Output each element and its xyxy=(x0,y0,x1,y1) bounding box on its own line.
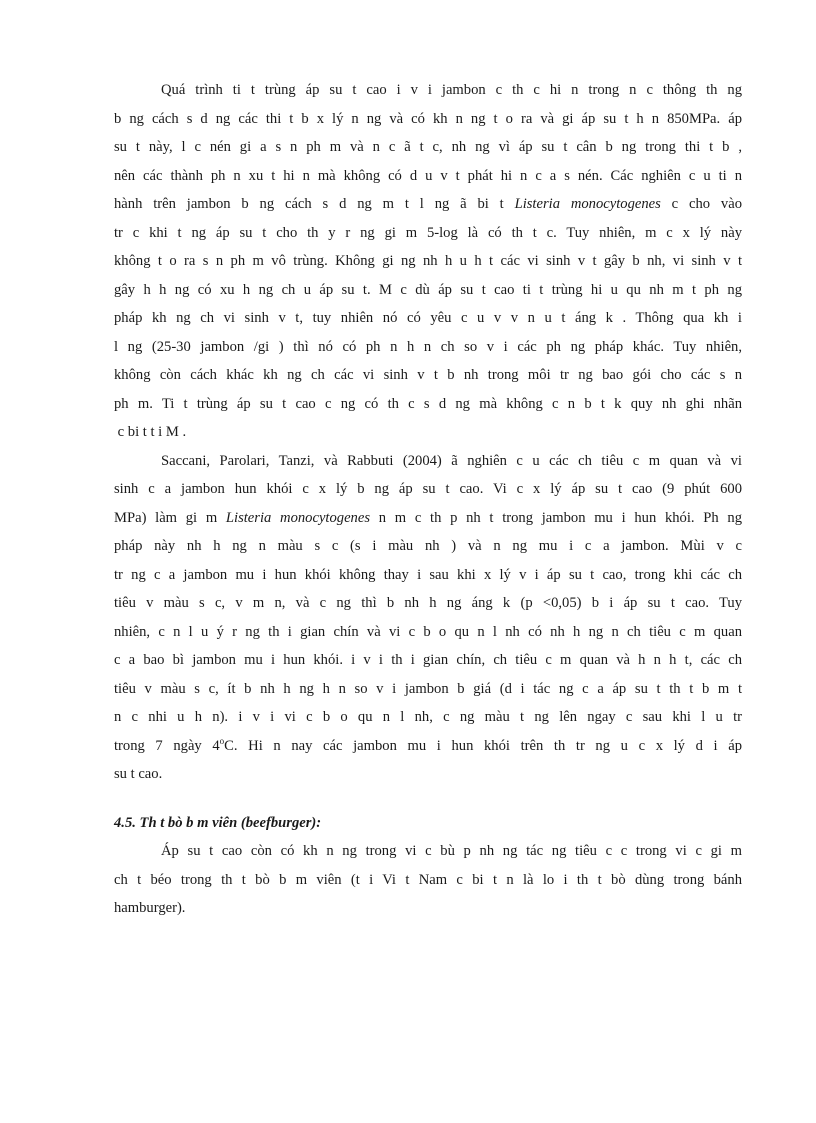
text-line: n c nhi u h n). i v i vi c b o qu n l nh, c ng màu t ng lên ngay c sau khi l u tr xyxy=(114,709,742,725)
paragraph-beefburger xyxy=(114,837,742,923)
text-span: n m c th p nh t trong jambon mu i hun khói. Ph ng xyxy=(370,509,742,526)
text-line: c bi t t i M . xyxy=(114,424,187,440)
text-line xyxy=(114,190,742,219)
text-line: pháp kh ng ch vi sinh v t, tuy nhiên nó có yêu c u v v n u t áng k . Thông qua kh i xyxy=(114,310,742,326)
text-span: c cho vào xyxy=(660,196,742,212)
text-line: Quá trình ti t trùng áp su t cao i v i jambon c th c hi n trong n c thông th ng xyxy=(161,82,742,98)
text-line: su t này, l c nén gi a s n ph m và n c ã t c, nh ng vì áp su t cân b ng trong thi t b , xyxy=(114,139,742,155)
text-line xyxy=(114,732,742,761)
degree-superscript: o xyxy=(219,735,225,746)
text-line: hamburger). xyxy=(114,900,186,916)
species-name: Listeria monocytogenes xyxy=(225,509,371,526)
text-line: không t o ra s n ph m vô trùng. Không gi ng nh h u h t các vi sinh v t gây b nh, vi sinh v t xyxy=(114,253,742,269)
text-line: ph m. Ti t trùng áp su t cao c ng có th c s d ng mà không c n b t k quy nh ghi nhãn xyxy=(114,395,742,412)
text-line: Saccani, Parolari, Tanzi, và Rabbuti (2004) ã nghiên c u các ch tiêu c m quan và vi xyxy=(161,452,742,469)
text-span: trong 7 ngày 4 xyxy=(114,737,220,754)
text-line: b ng cách s d ng các thi t b x lý n ng và có kh n ng t o ra và gi áp su t h n 850MPa. áp xyxy=(114,110,742,127)
paragraph-saccani-study xyxy=(114,447,742,789)
text-span: hành trên jambon b ng cách s d ng m t l ng ã bi t xyxy=(114,196,515,212)
text-line: l ng (25-30 jambon /gi ) thì nó có ph n h n ch so v i các ph ng pháp khác. Tuy nhiên, xyxy=(114,338,742,355)
text-line: nên các thành ph n xu t hi n mà không có d u v t phát hi n c a s nén. Các nghiên c u ti n xyxy=(114,167,742,184)
text-line: tiêu v màu s c, ít b nh h ng h n so v i jambon b giá (d i tác ng c a áp su t th t b m t xyxy=(114,680,742,697)
text-line: c a bao bì jambon mu i hun khói. i v i th i gian chín, ch tiêu c m quan và h n h t, các ch xyxy=(114,652,742,668)
text-line: tr c khi t ng áp su t cho th y r ng gi m 5-log là có th t c. Tuy nhiên, m c x lý này xyxy=(114,224,742,241)
section-heading: 4.5. Th t bò b m viên (beefburger): xyxy=(114,814,322,831)
text-line: không còn cách khác kh ng ch các vi sinh v t b nh trong môi tr ng bao gói cho các s n xyxy=(114,367,742,383)
text-line: pháp này nh h ng n màu s c (s i màu nh ) và n ng mu i c a jambon. Mùi v c xyxy=(114,538,742,554)
text-line: sinh c a jambon hun khói c x lý b ng áp su t cao. Vi c x lý áp su t cao (9 phút 600 xyxy=(114,481,742,497)
text-line: nhiên, c n l u ý r ng th i gian chín và vi c b o qu n l nh có nh h ng n ch tiêu c m quan xyxy=(114,623,742,640)
text-line xyxy=(114,504,742,533)
text-span: C. Hi n nay các jambon mu i hun khói trên th tr ng u c x lý d i áp xyxy=(224,737,743,754)
text-line: tiêu v màu s c, v m n, và c ng thì b nh h ng áng k (p <0,05) b i áp su t cao. Tuy xyxy=(114,595,742,611)
paragraph-jambon-pressure xyxy=(114,76,742,447)
text-span: MPa) làm gi m xyxy=(114,509,226,526)
text-line: ch t béo trong th t bò b m viên (t i Vi t Nam c bi t n là lo i th t bò dùng trong bánh xyxy=(114,871,742,888)
text-line: Áp su t cao còn có kh n ng trong vi c bù p nh ng tác ng tiêu c c trong vi c gi m xyxy=(161,843,742,859)
text-line: gây h h ng có xu h ng ch u áp su t. M c dù áp su t cao ti t trùng hi u qu nh m t ph ng xyxy=(114,281,742,298)
text-line: su t cao. xyxy=(114,766,163,782)
species-name: Listeria monocytogenes xyxy=(514,196,661,212)
text-line: tr ng c a jambon mu i hun khói không thay i sau khi x lý v i áp su t cao, trong khi các ch xyxy=(114,566,742,583)
document-page xyxy=(114,76,742,923)
